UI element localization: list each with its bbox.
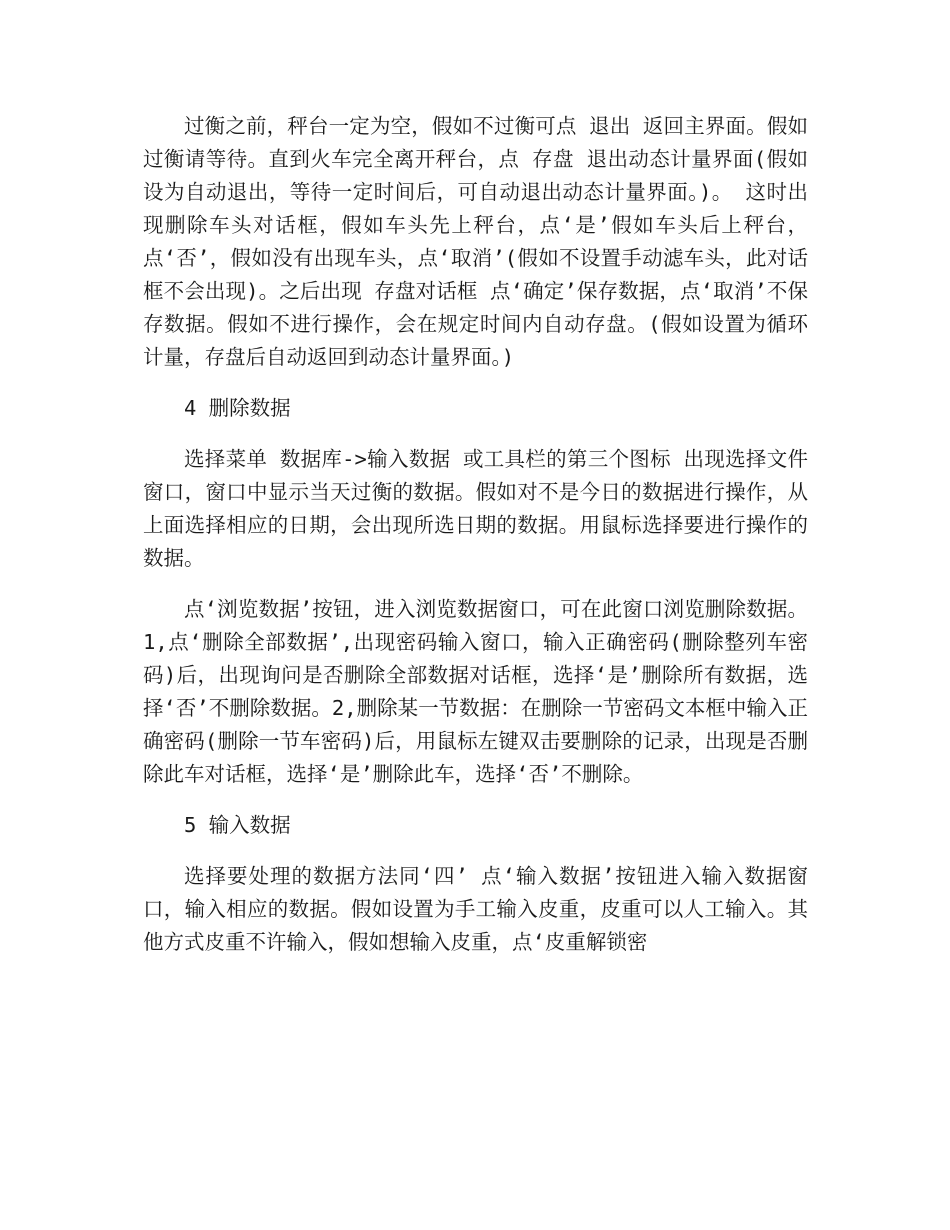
section-heading-input-data: 5 输入数据 [184, 813, 291, 837]
paragraph-select-file: 选择菜单 数据库->输入数据 或工具栏的第三个图标 出现选择文件窗口，窗口中显示当天过衡的数据。假如对不是今日的数据进行操作，从上面选择相应的日期，会出现所选日期的数据。用鼠标选择要进行操作的数据。 [143, 447, 808, 570]
paragraph-input-data: 选择要处理的数据方法同‘四’ 点‘输入数据’按钮进入输入数据窗口，输入相应的数据。假如设置为手工输入皮重，皮重可以人工输入。其他方式皮重不许输入，假如想输入皮重，点‘皮重解锁密 [143, 864, 808, 954]
document-body [143, 110, 808, 977]
section-heading-delete-data: 4 删除数据 [184, 396, 291, 420]
paragraph-browse-delete: 点‘浏览数据’按钮，进入浏览数据窗口，可在此窗口浏览删除数据。1,点‘删除全部数据’,出现密码输入窗口，输入正确密码(删除整列车密码)后，出现询问是否删除全部数据对话框，选择‘是’删除所有数据，选择‘否’不删除数据。2,删除某一节数据：在删除一节密码文本框中输入正确密码(删除一节车密码)后，用鼠标左键双击要删除的记录，出现是否删除此车对话框，选择‘是’删除此车，选择‘否’不删除。 [143, 597, 808, 786]
paragraph-dynamic-weighing: 过衡之前，秤台一定为空，假如不过衡可点 退出 返回主界面。假如过衡请等待。直到火车完全离开秤台，点 存盘 退出动态计量界面(假如设为自动退出，等待一定时间后，可自动退出动态计量界面。)。 这时出现删除车头对话框，假如车头先上秤台，点‘是’假如车头后上秤台，点‘否’，假如没有出现车头，点‘取消’(假如不设置手动滤车头，此对话框不会出现)。之后出现 存盘对话框 点‘确定’保存数据，点‘取消’不保存数据。假如不进行操作，会在规定时间内自动存盘。(假如设置为循环计量，存盘后自动返回到动态计量界面。) [143, 114, 808, 369]
